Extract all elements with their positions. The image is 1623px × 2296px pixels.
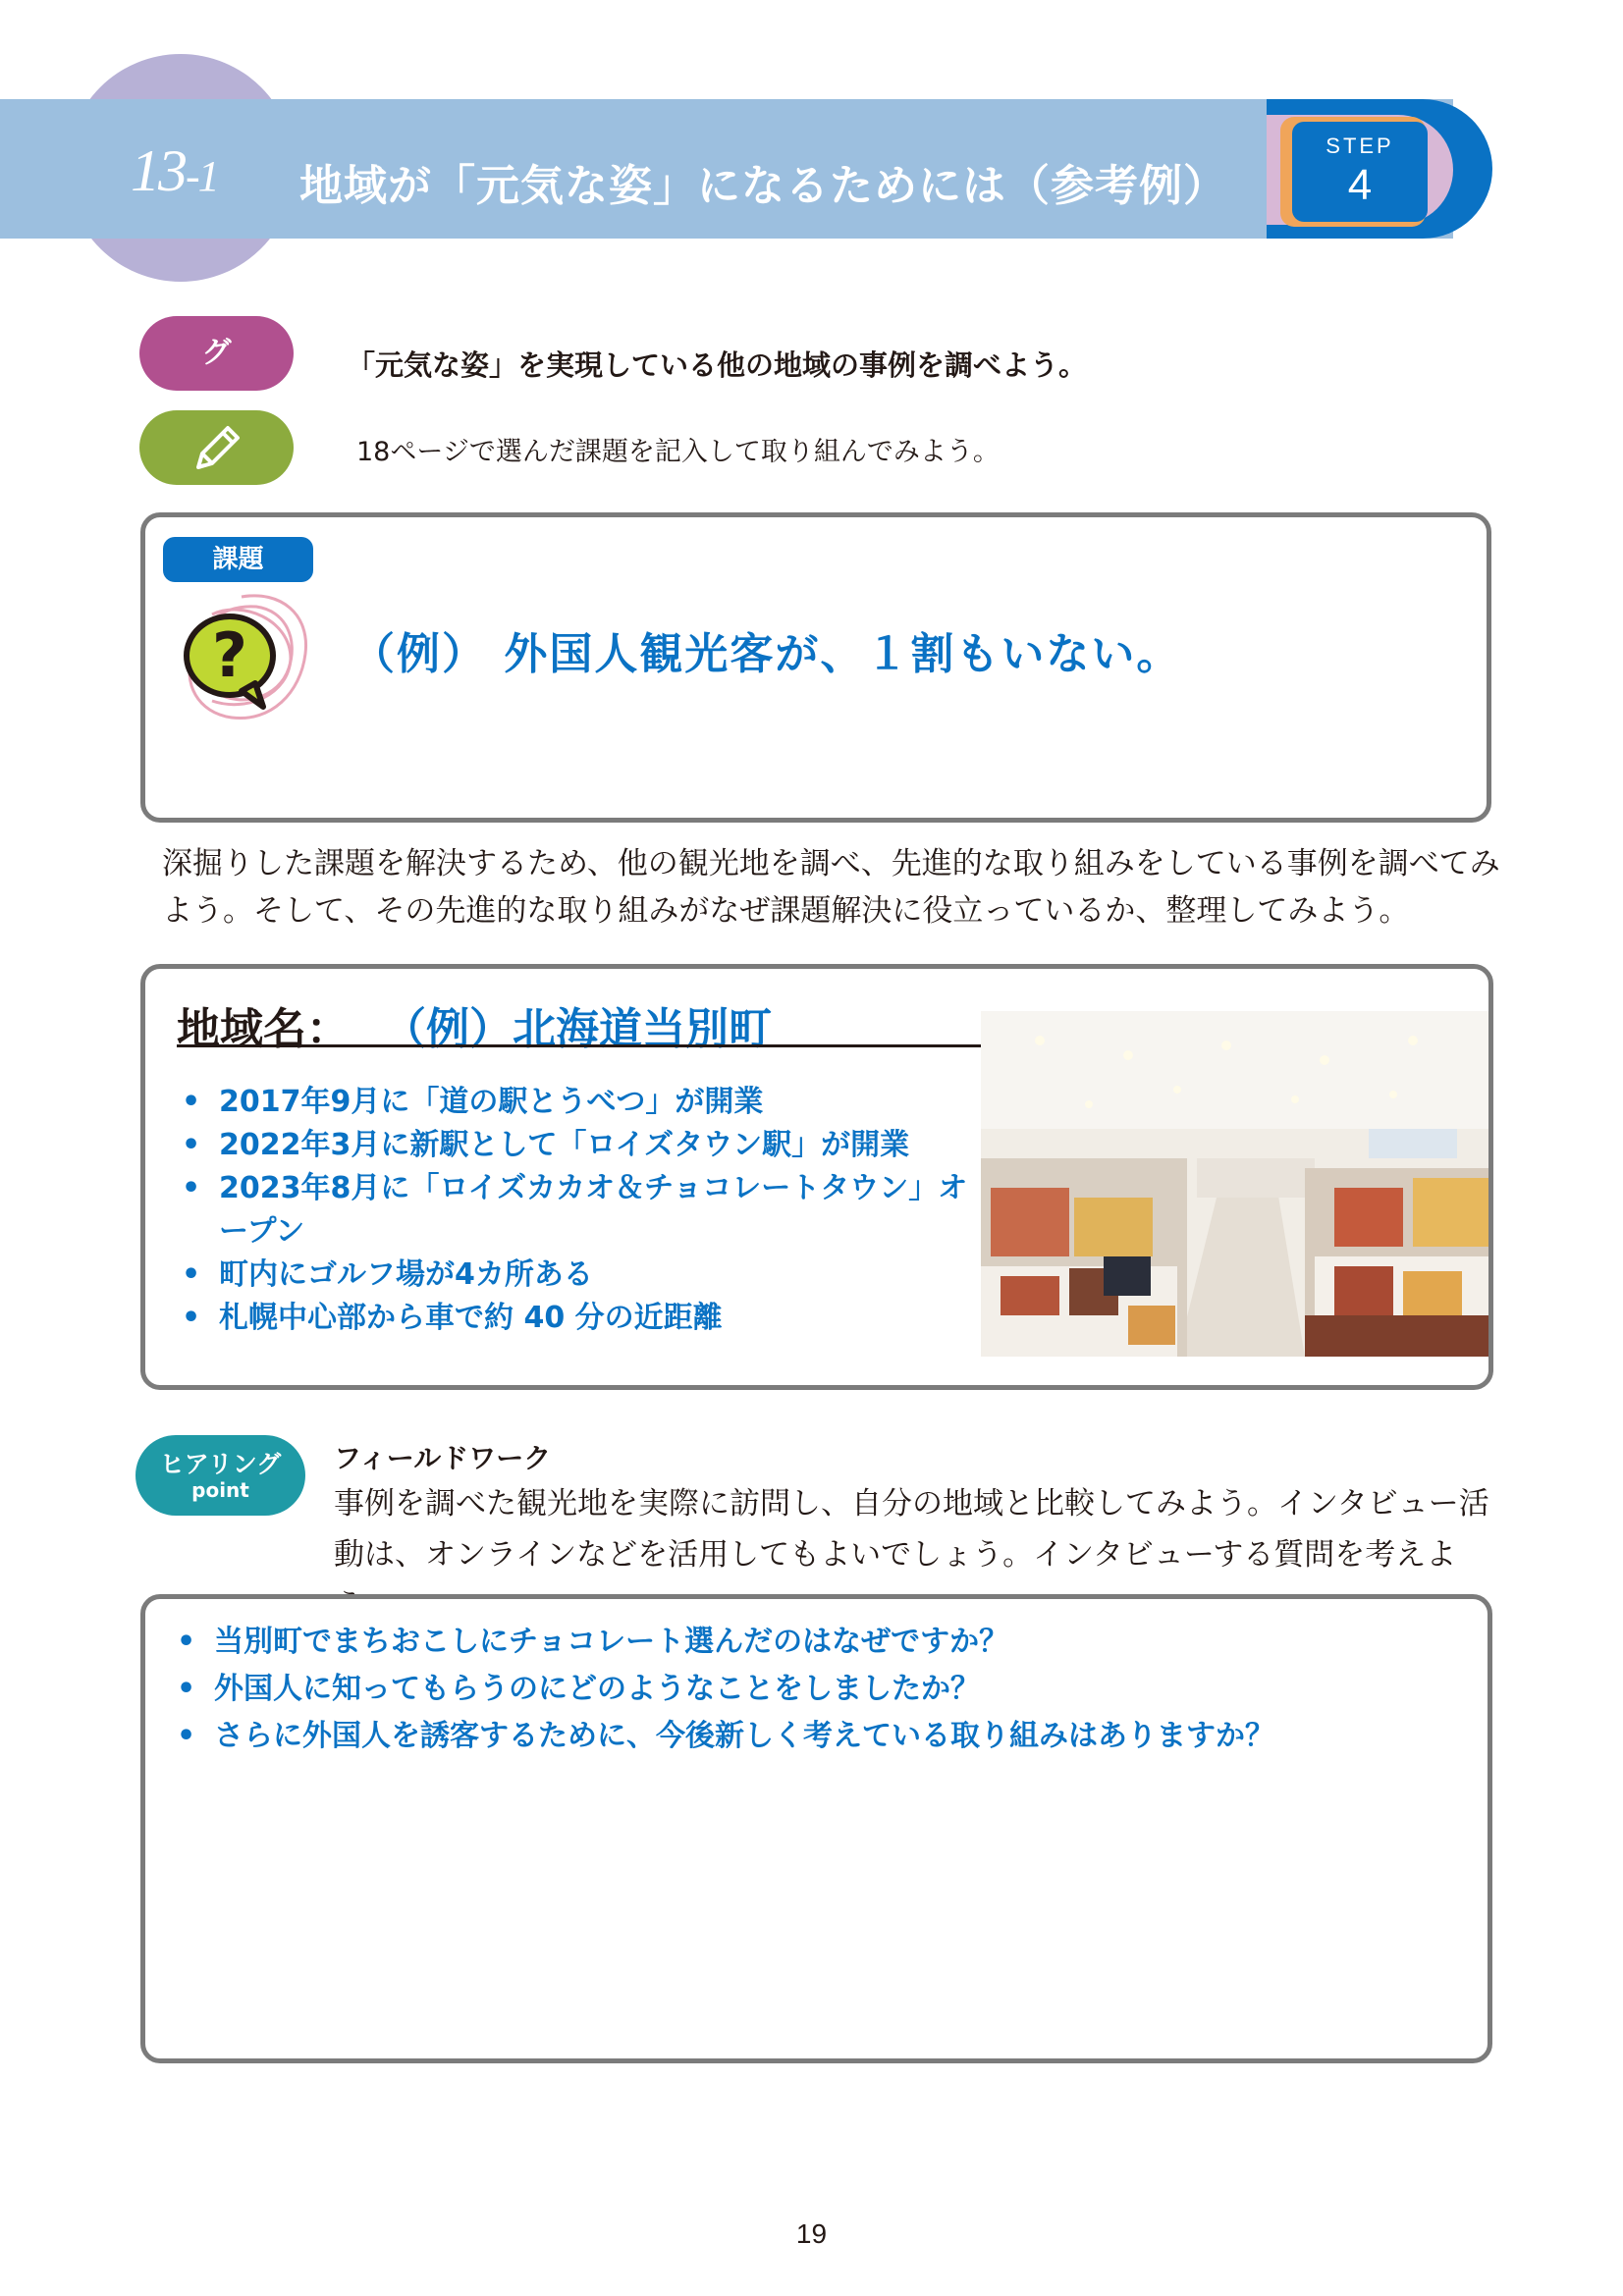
section-number — [131, 137, 218, 205]
svg-text:?: ? — [212, 619, 247, 691]
region-underline — [177, 1044, 982, 1047]
list-item: • 2022年3月に新駅として「ロイズタウン駅」が開業 — [182, 1124, 987, 1167]
fieldwork-title: フィールドワーク — [334, 1442, 552, 1474]
list-item: • 2023年8月に「ロイズカカオ＆チョコレートタウン」オープン — [182, 1167, 987, 1254]
list-item: • さらに外国人を誘客するために、今後新しく考えている取り組みはありますか？ — [177, 1713, 1453, 1760]
section-main-number: 13 — [131, 138, 186, 203]
instruction-line-2: 18ページで選んだ課題を記入して取り組んでみよう。 — [356, 437, 1000, 467]
list-item: • 札幌中心部から車で約 40 分の近距離 — [182, 1297, 987, 1340]
list-item: • 外国人に知ってもらうのにどのようなことをしましたか？ — [177, 1666, 1453, 1713]
list-item: • 2017年9月に「道の駅とうべつ」が開業 — [182, 1081, 987, 1124]
region-label: 地域名： — [177, 1004, 350, 1054]
question-bubble-icon — [173, 585, 320, 732]
issue-tag: 課題 — [163, 537, 313, 582]
interview-questions-list — [177, 1619, 1453, 1760]
list-item: • 町内にゴルフ場が4カ所ある — [182, 1254, 987, 1297]
instruction-line-1: 「元気な姿」を実現している他の地域の事例を調べよう。 — [347, 348, 1088, 382]
hearing-badge-subtitle: point — [191, 1478, 249, 1502]
page-number: 19 — [795, 2218, 828, 2249]
store-interior-photo — [981, 1011, 1488, 1357]
write-badge — [139, 410, 294, 485]
hearing-point-badge — [135, 1435, 305, 1516]
research-instruction: 深掘りした課題を解決するため、他の観光地を調べ、先進的な取り組みをしている事例を調べてみよう。そして、その先進的な取り組みがなぜ課題解決に役立っているか、整理してみよう。 — [162, 846, 1500, 929]
fieldwork-text: 事例を調べた観光地を実際に訪問し、自分の地域と比較してみよう。インタビュー活動は、オンラインなどを活用してもよいでしょう。インタビューする質問を考えよ — [334, 1486, 1489, 1573]
step-badge — [1292, 122, 1428, 222]
pencil-icon — [190, 420, 245, 475]
issue-text: （例） 外国人観光客が、１割もいない。 — [352, 629, 1182, 679]
step-label: STEP — [1325, 133, 1394, 158]
region-value: （例）北海道当別町 — [383, 1004, 772, 1054]
region-facts-list — [182, 1081, 987, 1340]
group-badge: グ — [139, 316, 294, 391]
hearing-badge-title: ヒアリング — [159, 1450, 282, 1478]
step-number: 4 — [1347, 161, 1373, 209]
list-item: • 当別町でまちおこしにチョコレート選んだのはなぜですか？ — [177, 1619, 1453, 1666]
section-sub-number: -1 — [186, 152, 218, 200]
page-title: 地域が「元気な姿」になるためには（参考例） — [299, 161, 1227, 211]
